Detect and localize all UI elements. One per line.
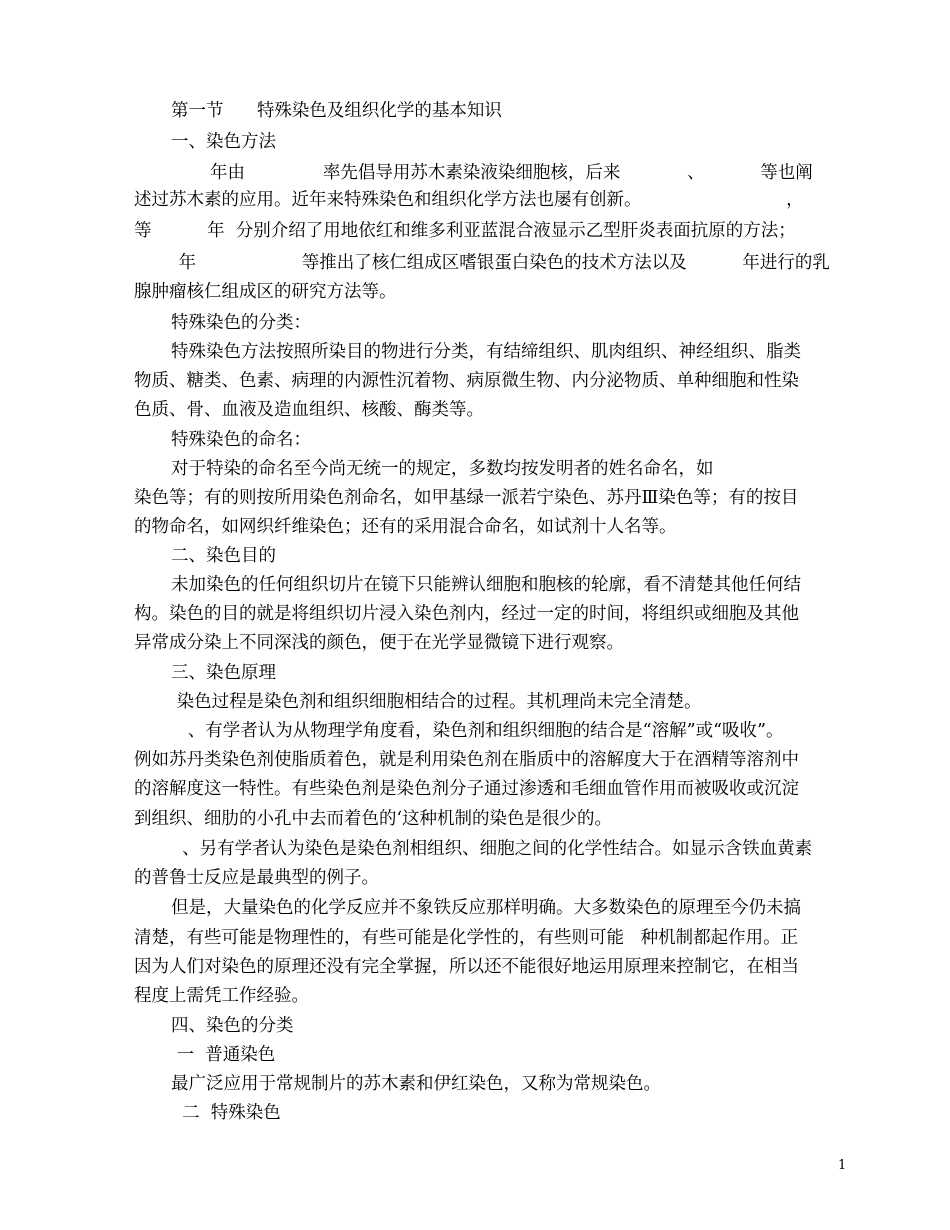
paragraph-line: 特殊染色方法按照所染目的物进行分类，有结缔组织、肌肉组织、神经组织、脂类 <box>171 342 801 362</box>
subheading-naming: 特殊染色的命名： <box>171 430 311 450</box>
heading-staining-principle: 三、染色原理 <box>171 663 276 683</box>
paragraph-line: 染色过程是染色剂和组织细胞相结合的过程。其机理尚未完全清楚。 <box>171 692 702 712</box>
section-title: 第一节 特殊染色及组织化学的基本知识 <box>171 101 502 121</box>
paragraph-line: 的物命名，如网织纤维染色；还有的采用混合命名，如试剂十人名等。 <box>134 517 677 537</box>
paragraph-line: 物质、糖类、色素、病理的内源性沉着物、病原微生物、内分泌物质、单种细胞和性染 <box>134 371 799 391</box>
paragraph-line: 清楚，有些可能是物理性的，有些可能是化学性的，有些则可能 种机制都起作用。正 <box>134 928 799 948</box>
paragraph-line: 但是，大量染色的化学反应并不象铁反应那样明确。大多数染色的原理至今仍未搞 <box>171 898 801 918</box>
paragraph-line: 的溶解度这一特性。有些染色剂是染色剂分子通过渗透和毛细血管作用而被吸收或沉淀 <box>134 779 799 799</box>
paragraph-line: 述过苏木素的应用。近年来特殊染色和组织化学方法也屡有创新。 ， <box>134 190 804 210</box>
paragraph-line: 、有学者认为从物理学角度看，染色剂和组织细胞的结合是“溶解”或“吸收”。 <box>171 721 784 741</box>
paragraph-line: 、另有学者认为染色是染色剂相组织、细胞之间的化学性结合。如显示含铁血黄素 <box>171 839 813 859</box>
subheading-classification: 特殊染色的分类： <box>171 313 311 333</box>
heading-staining-purpose: 二、染色目的 <box>171 546 276 566</box>
paragraph-line: 年 等推出了核仁组成区嗜银蛋白染色的技术方法以及 年进行的乳 <box>134 253 830 273</box>
paragraph-line: 到组织、细肋的小孔中去而着色的‘这种机制的染色是很少的。 <box>134 809 613 829</box>
subheading-special-staining: 二 特殊染色 <box>171 1103 281 1123</box>
heading-staining-methods: 一、染色方法 <box>171 132 276 152</box>
paragraph-line: 未加染色的任何组织切片在镜下只能辨认细胞和胞核的轮廓，看不清楚其他任何结 <box>171 575 801 595</box>
heading-staining-categories: 四、染色的分类 <box>171 1016 294 1036</box>
paragraph-line: 异常成分染上不同深浅的颜色，便于在光学显微镜下进行观察。 <box>134 633 624 653</box>
paragraph-line: 对于特染的命名至今尚无统一的规定，多数均按发明者的姓名命名，如 <box>171 459 714 479</box>
paragraph-line: 染色等；有的则按所用染色剂命名，如甲基绿一派若宁染色、苏丹Ⅲ染色等；有的按目 <box>134 488 799 508</box>
paragraph-line: 等 年 分别介绍了用地依红和维多利亚蓝混合液显示乙型肝炎表面抗原的方法； <box>134 221 796 241</box>
paragraph-line: 色质、骨、血液及造血组织、核酸、酶类等。 <box>134 400 484 420</box>
paragraph-line: 程度上需凭工作经验。 <box>134 986 309 1006</box>
paragraph-line: 的普鲁士反应是最典型的例子。 <box>134 868 379 888</box>
paragraph-line: 最广泛应用于常规制片的苏木素和伊红染色，又称为常规染色。 <box>171 1074 661 1094</box>
paragraph-line: 因为人们对染色的原理还没有完全掌握，所以还不能很好地运用原理来控制它，在相当 <box>134 957 799 977</box>
paragraph-line: 年由 率先倡导用苏木素染液染细胞核，后来 、 等也阐 <box>171 163 813 183</box>
paragraph-line: 构。染色的目的就是将组织切片浸入染色剂内，经过一定的时间，将组织或细胞及其他 <box>134 604 799 624</box>
paragraph-line: 腺肿瘤核仁组成区的研究方法等。 <box>134 282 397 302</box>
paragraph-line: 例如苏丹类染色剂使脂质着色，就是利用染色剂在脂质中的溶解度大于在酒精等溶剂中 <box>134 750 799 770</box>
subheading-routine-staining: 一 普通染色 <box>171 1045 276 1065</box>
page-number: 1 <box>838 1158 847 1173</box>
